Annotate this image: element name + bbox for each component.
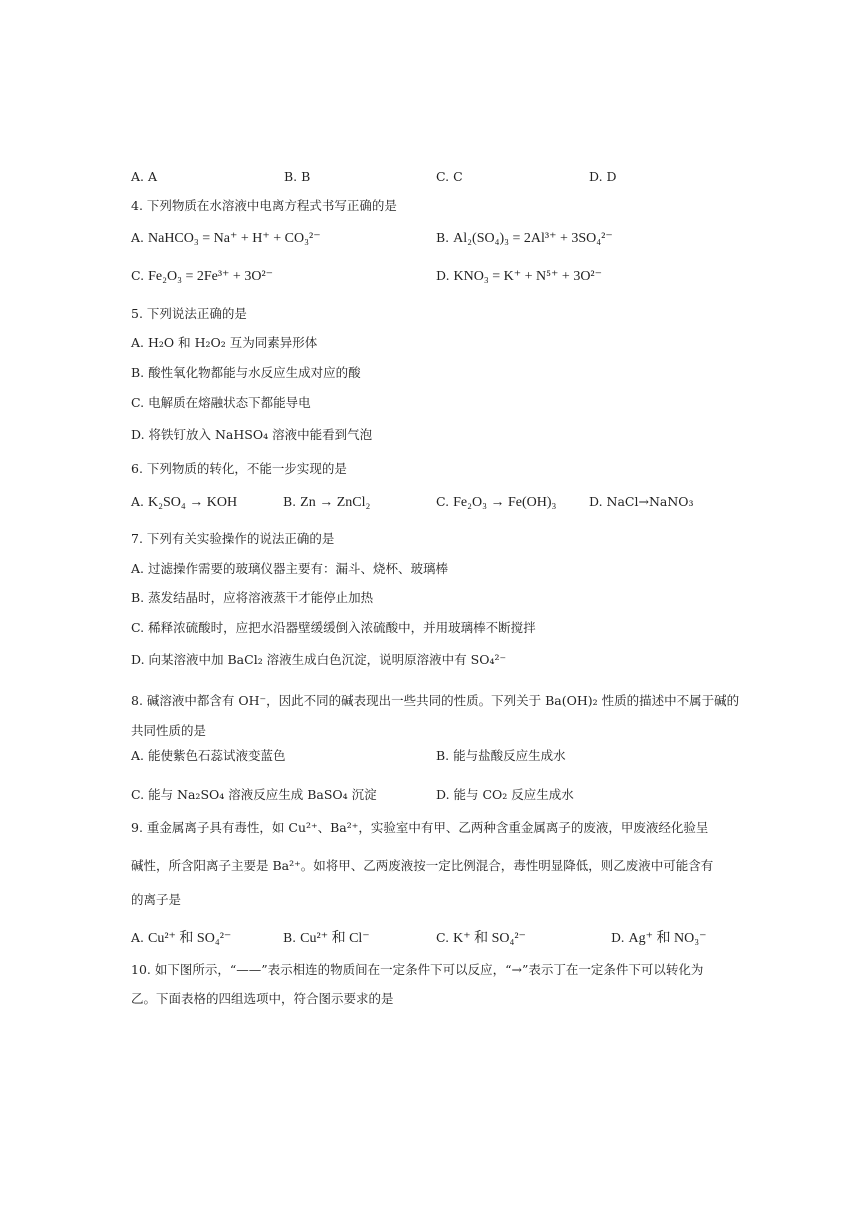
q5-option-c[interactable]: C. 电解质在熔融状态下都能导电: [131, 395, 311, 410]
q7-option-a[interactable]: A. 过滤操作需要的玻璃仪器主要有：漏斗、烧杯、玻璃棒: [131, 561, 448, 576]
q5-option-d[interactable]: D. 将铁钉放入 NaHSO₄ 溶液中能看到气泡: [131, 427, 373, 442]
q3-option-b[interactable]: B. B: [284, 169, 311, 184]
q9-option-d[interactable]: [611, 927, 707, 947]
q9-a-label: A.: [131, 930, 145, 945]
q9-a-ions: Cu²⁺ 和 SO₄²⁻: [148, 931, 232, 946]
q6-stem: 6. 下列物质的转化，不能一步实现的是: [131, 461, 347, 476]
q4-b-equation: Al₂(SO₄)₃ = 2Al³⁺ + 3SO₄²⁻: [453, 231, 613, 246]
q5-option-b[interactable]: B. 酸性氧化物都能与水反应生成对应的酸: [131, 365, 361, 380]
q4-option-b[interactable]: [436, 230, 613, 247]
q9-option-a[interactable]: [131, 927, 231, 947]
q9-c-label: C.: [436, 930, 450, 945]
q7-option-b[interactable]: B. 蒸发结晶时，应将溶液蒸干才能停止加热: [131, 590, 374, 605]
q10-stem-line2: 乙。下面表格的四组选项中，符合图示要求的是: [131, 991, 394, 1006]
q4-options-row2: [131, 268, 751, 288]
q9-option-b[interactable]: [283, 927, 370, 947]
q4-d-label: D.: [436, 268, 450, 283]
q4-a-equation: NaHCO₃ = Na⁺ + H⁺ + CO₃²⁻: [148, 231, 321, 246]
q9-stem-line2: 碱性，所含阳离子主要是 Ba²⁺。如将甲、乙两废液按一定比例混合，毒性明显降低，则乙废液中可能含有: [131, 858, 714, 873]
q8-options-row1: [131, 746, 751, 766]
q10-stem-line1: 10. 如下图所示，“——”表示相连的物质间在一定条件下可以反应，“→”表示丁在一定条件下可以转化为: [131, 962, 704, 977]
q6-option-a[interactable]: [131, 494, 237, 511]
q4-option-c[interactable]: [131, 268, 273, 285]
q9-options: [131, 927, 751, 947]
q6-c-equation: Fe₂O₃ → Fe(OH)₃: [453, 495, 557, 510]
q7-stem: 7. 下列有关实验操作的说法正确的是: [131, 531, 335, 546]
q6-b-label: B.: [283, 494, 297, 509]
q9-b-ions: Cu²⁺ 和 Cl⁻: [300, 931, 370, 946]
q6-option-d[interactable]: D. NaCl→NaNO₃: [589, 494, 694, 509]
q5-stem: 5. 下列说法正确的是: [131, 306, 247, 321]
q4-option-d[interactable]: [436, 268, 602, 285]
q9-option-c[interactable]: [436, 927, 526, 947]
q6-a-equation: K₂SO₄ → KOH: [148, 495, 238, 510]
q6-option-c[interactable]: [436, 494, 556, 511]
q8-options-row2: [131, 785, 751, 805]
q7-option-d[interactable]: D. 向某溶液中加 BaCl₂ 溶液生成白色沉淀，说明原溶液中有 SO₄²⁻: [131, 652, 507, 667]
q4-option-a[interactable]: [131, 230, 321, 247]
q6-c-label: C.: [436, 494, 450, 509]
q7-option-c[interactable]: C. 稀释浓硫酸时，应把水沿器壁缓缓倒入浓硫酸中，并用玻璃棒不断搅拌: [131, 620, 536, 635]
q3-option-d[interactable]: D. D: [589, 169, 617, 184]
q9-stem-line3: 的离子是: [131, 892, 182, 907]
q9-stem-line1: 9. 重金属离子具有毒性，如 Cu²⁺、Ba²⁺，实验室中有甲、乙两种含重金属离子的废液，甲废液经化验呈: [131, 820, 709, 835]
q5-option-a[interactable]: A. H₂O 和 H₂O₂ 互为同素异形体: [131, 335, 318, 350]
q8-stem: 8. 碱溶液中都含有 OH⁻，因此不同的碱表现出一些共同的性质。下列关于 Ba(OH)₂ 性质的描述中不属于碱的共同性质的是: [131, 693, 740, 738]
q9-d-ions: Ag⁺ 和 NO₃⁻: [628, 931, 707, 946]
q3-option-c[interactable]: C. C: [436, 169, 463, 184]
q3-options: [131, 169, 751, 189]
q4-d-equation: KNO₃ = K⁺ + N⁵⁺ + 3O²⁻: [453, 269, 603, 284]
q8-option-c[interactable]: C. 能与 Na₂SO₄ 溶液反应生成 BaSO₄ 沉淀: [131, 787, 377, 802]
q6-option-b[interactable]: [283, 494, 370, 511]
q4-b-label: B.: [436, 230, 450, 245]
q6-options: [131, 494, 751, 514]
q9-c-ions: K⁺ 和 SO₄²⁻: [453, 931, 526, 946]
q8-option-b[interactable]: B. 能与盐酸反应生成水: [436, 748, 566, 763]
q4-a-label: A.: [131, 230, 145, 245]
q3-option-a[interactable]: A. A: [131, 169, 158, 184]
q4-options-row1: [131, 230, 751, 250]
q8-option-a[interactable]: A. 能使紫色石蕊试液变蓝色: [131, 748, 286, 763]
q6-a-label: A.: [131, 494, 145, 509]
q4-c-label: C.: [131, 268, 145, 283]
q4-c-equation: Fe₂O₃ = 2Fe³⁺ + 3O²⁻: [148, 269, 274, 284]
q6-b-equation: Zn → ZnCl₂: [300, 495, 371, 510]
q9-d-label: D.: [611, 930, 625, 945]
q4-stem: 4. 下列物质在水溶液中电离方程式书写正确的是: [131, 198, 397, 213]
q9-b-label: B.: [283, 930, 297, 945]
q8-option-d[interactable]: D. 能与 CO₂ 反应生成水: [436, 787, 574, 802]
